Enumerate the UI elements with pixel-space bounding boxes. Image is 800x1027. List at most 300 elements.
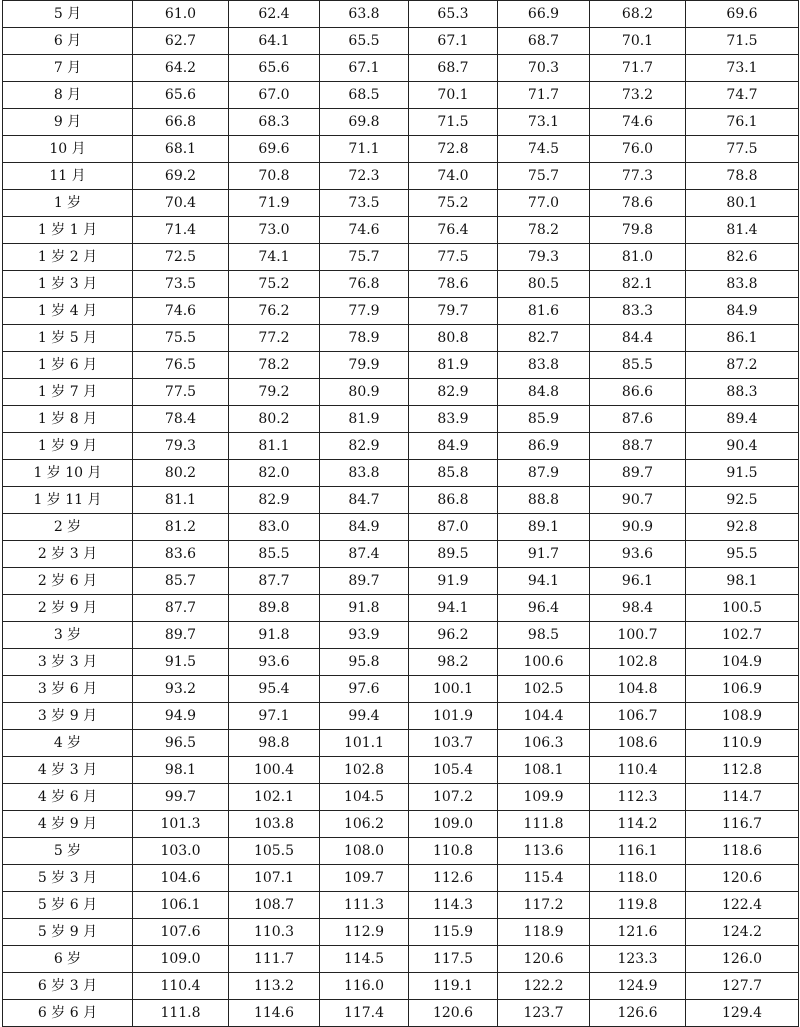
table-row	[3, 892, 799, 919]
value-cell: 86.8	[409, 487, 498, 514]
value-cell: 84.9	[409, 433, 498, 460]
value-cell: 129.4	[686, 1000, 799, 1027]
value-cell: 81.9	[320, 406, 409, 433]
value-cell: 112.6	[409, 865, 498, 892]
value-cell: 76.0	[590, 136, 686, 163]
table-row	[3, 190, 799, 217]
value-cell: 100.4	[229, 757, 320, 784]
value-cell: 106.2	[320, 811, 409, 838]
value-cell: 118.0	[590, 865, 686, 892]
value-cell: 104.8	[590, 676, 686, 703]
value-cell: 65.5	[320, 28, 409, 55]
value-cell: 67.1	[409, 28, 498, 55]
age-cell: 5 岁 3 月	[3, 865, 133, 892]
value-cell: 114.5	[320, 946, 409, 973]
value-cell: 98.2	[409, 649, 498, 676]
value-cell: 78.6	[409, 271, 498, 298]
value-cell: 64.1	[229, 28, 320, 55]
value-cell: 71.5	[686, 28, 799, 55]
value-cell: 83.3	[590, 298, 686, 325]
value-cell: 95.4	[229, 676, 320, 703]
value-cell: 70.8	[229, 163, 320, 190]
value-cell: 67.1	[320, 55, 409, 82]
value-cell: 93.2	[133, 676, 229, 703]
value-cell: 89.7	[590, 460, 686, 487]
value-cell: 73.5	[133, 271, 229, 298]
value-cell: 91.9	[409, 568, 498, 595]
value-cell: 116.0	[320, 973, 409, 1000]
age-cell: 6 岁 6 月	[3, 1000, 133, 1027]
value-cell: 102.7	[686, 622, 799, 649]
value-cell: 80.2	[133, 460, 229, 487]
value-cell: 117.4	[320, 1000, 409, 1027]
age-cell: 1 岁 1 月	[3, 217, 133, 244]
value-cell: 96.5	[133, 730, 229, 757]
value-cell: 96.2	[409, 622, 498, 649]
table-row	[3, 82, 799, 109]
table-row	[3, 919, 799, 946]
age-cell: 1 岁 10 月	[3, 460, 133, 487]
age-cell: 1 岁 2 月	[3, 244, 133, 271]
value-cell: 99.7	[133, 784, 229, 811]
value-cell: 71.4	[133, 217, 229, 244]
value-cell: 97.6	[320, 676, 409, 703]
value-cell: 77.9	[320, 298, 409, 325]
value-cell: 83.0	[229, 514, 320, 541]
value-cell: 82.6	[686, 244, 799, 271]
age-cell: 1 岁 3 月	[3, 271, 133, 298]
value-cell: 122.2	[498, 973, 590, 1000]
table-row	[3, 325, 799, 352]
value-cell: 100.7	[590, 622, 686, 649]
value-cell: 110.3	[229, 919, 320, 946]
value-cell: 65.6	[229, 55, 320, 82]
table-row	[3, 109, 799, 136]
value-cell: 77.5	[409, 244, 498, 271]
table-row	[3, 28, 799, 55]
value-cell: 82.9	[320, 433, 409, 460]
value-cell: 70.3	[498, 55, 590, 82]
value-cell: 104.9	[686, 649, 799, 676]
value-cell: 94.1	[409, 595, 498, 622]
age-cell: 1 岁 4 月	[3, 298, 133, 325]
value-cell: 78.2	[498, 217, 590, 244]
value-cell: 86.9	[498, 433, 590, 460]
value-cell: 66.9	[498, 1, 590, 28]
table-row	[3, 1, 799, 28]
value-cell: 82.1	[590, 271, 686, 298]
value-cell: 68.5	[320, 82, 409, 109]
value-cell: 80.8	[409, 325, 498, 352]
value-cell: 116.1	[590, 838, 686, 865]
value-cell: 106.7	[590, 703, 686, 730]
value-cell: 64.2	[133, 55, 229, 82]
age-cell: 3 岁 6 月	[3, 676, 133, 703]
value-cell: 107.6	[133, 919, 229, 946]
value-cell: 103.8	[229, 811, 320, 838]
age-cell: 4 岁	[3, 730, 133, 757]
value-cell: 102.8	[320, 757, 409, 784]
value-cell: 82.0	[229, 460, 320, 487]
value-cell: 118.6	[686, 838, 799, 865]
value-cell: 99.4	[320, 703, 409, 730]
table-row	[3, 622, 799, 649]
age-cell: 10 月	[3, 136, 133, 163]
age-cell: 3 岁 3 月	[3, 649, 133, 676]
value-cell: 89.7	[320, 568, 409, 595]
value-cell: 84.8	[498, 379, 590, 406]
value-cell: 111.3	[320, 892, 409, 919]
value-cell: 73.0	[229, 217, 320, 244]
value-cell: 95.8	[320, 649, 409, 676]
value-cell: 95.5	[686, 541, 799, 568]
value-cell: 105.4	[409, 757, 498, 784]
value-cell: 115.4	[498, 865, 590, 892]
value-cell: 76.8	[320, 271, 409, 298]
age-cell: 2 岁	[3, 514, 133, 541]
value-cell: 87.9	[498, 460, 590, 487]
table-row	[3, 946, 799, 973]
value-cell: 112.8	[686, 757, 799, 784]
value-cell: 83.8	[686, 271, 799, 298]
value-cell: 79.8	[590, 217, 686, 244]
value-cell: 69.8	[320, 109, 409, 136]
value-cell: 69.6	[686, 1, 799, 28]
value-cell: 85.8	[409, 460, 498, 487]
value-cell: 84.4	[590, 325, 686, 352]
table-row	[3, 514, 799, 541]
value-cell: 82.7	[498, 325, 590, 352]
value-cell: 108.0	[320, 838, 409, 865]
value-cell: 100.1	[409, 676, 498, 703]
value-cell: 69.2	[133, 163, 229, 190]
value-cell: 89.8	[229, 595, 320, 622]
age-cell: 5 岁 6 月	[3, 892, 133, 919]
age-cell: 5 岁 9 月	[3, 919, 133, 946]
table-row	[3, 865, 799, 892]
value-cell: 74.6	[320, 217, 409, 244]
table-row	[3, 649, 799, 676]
value-cell: 65.3	[409, 1, 498, 28]
value-cell: 111.8	[498, 811, 590, 838]
table-row	[3, 433, 799, 460]
value-cell: 79.7	[409, 298, 498, 325]
value-cell: 77.5	[133, 379, 229, 406]
value-cell: 70.4	[133, 190, 229, 217]
value-cell: 110.4	[590, 757, 686, 784]
value-cell: 114.3	[409, 892, 498, 919]
age-cell: 4 岁 3 月	[3, 757, 133, 784]
value-cell: 71.1	[320, 136, 409, 163]
value-cell: 98.5	[498, 622, 590, 649]
value-cell: 102.5	[498, 676, 590, 703]
value-cell: 81.1	[229, 433, 320, 460]
value-cell: 92.8	[686, 514, 799, 541]
age-cell: 8 月	[3, 82, 133, 109]
value-cell: 100.6	[498, 649, 590, 676]
value-cell: 120.6	[686, 865, 799, 892]
table-row	[3, 568, 799, 595]
value-cell: 71.7	[590, 55, 686, 82]
table-row	[3, 55, 799, 82]
value-cell: 91.7	[498, 541, 590, 568]
table-row	[3, 757, 799, 784]
value-cell: 126.0	[686, 946, 799, 973]
value-cell: 107.2	[409, 784, 498, 811]
value-cell: 121.6	[590, 919, 686, 946]
value-cell: 114.7	[686, 784, 799, 811]
age-cell: 6 岁 3 月	[3, 973, 133, 1000]
value-cell: 73.1	[686, 55, 799, 82]
table-row	[3, 217, 799, 244]
value-cell: 109.0	[409, 811, 498, 838]
value-cell: 111.7	[229, 946, 320, 973]
value-cell: 110.9	[686, 730, 799, 757]
value-cell: 101.9	[409, 703, 498, 730]
table-row	[3, 1000, 799, 1027]
value-cell: 114.6	[229, 1000, 320, 1027]
value-cell: 78.9	[320, 325, 409, 352]
value-cell: 83.8	[320, 460, 409, 487]
value-cell: 79.9	[320, 352, 409, 379]
value-cell: 91.8	[320, 595, 409, 622]
value-cell: 120.6	[409, 1000, 498, 1027]
value-cell: 107.1	[229, 865, 320, 892]
value-cell: 101.1	[320, 730, 409, 757]
value-cell: 90.7	[590, 487, 686, 514]
value-cell: 74.0	[409, 163, 498, 190]
value-cell: 82.9	[409, 379, 498, 406]
value-cell: 90.4	[686, 433, 799, 460]
value-cell: 79.3	[133, 433, 229, 460]
value-cell: 70.1	[590, 28, 686, 55]
table-row	[3, 163, 799, 190]
value-cell: 66.8	[133, 109, 229, 136]
value-cell: 100.5	[686, 595, 799, 622]
value-cell: 88.3	[686, 379, 799, 406]
value-cell: 81.4	[686, 217, 799, 244]
value-cell: 71.7	[498, 82, 590, 109]
value-cell: 73.5	[320, 190, 409, 217]
value-cell: 126.6	[590, 1000, 686, 1027]
value-cell: 103.7	[409, 730, 498, 757]
value-cell: 117.5	[409, 946, 498, 973]
value-cell: 82.9	[229, 487, 320, 514]
value-cell: 115.9	[409, 919, 498, 946]
value-cell: 108.9	[686, 703, 799, 730]
value-cell: 109.9	[498, 784, 590, 811]
value-cell: 113.6	[498, 838, 590, 865]
value-cell: 69.6	[229, 136, 320, 163]
value-cell: 106.9	[686, 676, 799, 703]
value-cell: 76.1	[686, 109, 799, 136]
value-cell: 112.3	[590, 784, 686, 811]
age-cell: 3 岁	[3, 622, 133, 649]
value-cell: 72.8	[409, 136, 498, 163]
value-cell: 87.2	[686, 352, 799, 379]
table-row	[3, 244, 799, 271]
value-cell: 67.0	[229, 82, 320, 109]
value-cell: 76.5	[133, 352, 229, 379]
age-cell: 1 岁 11 月	[3, 487, 133, 514]
table-body	[3, 1, 799, 1027]
value-cell: 68.7	[409, 55, 498, 82]
value-cell: 111.8	[133, 1000, 229, 1027]
value-cell: 63.8	[320, 1, 409, 28]
value-cell: 74.1	[229, 244, 320, 271]
value-cell: 75.2	[409, 190, 498, 217]
value-cell: 81.0	[590, 244, 686, 271]
value-cell: 84.7	[320, 487, 409, 514]
value-cell: 68.3	[229, 109, 320, 136]
value-cell: 73.2	[590, 82, 686, 109]
table-row	[3, 595, 799, 622]
table-row	[3, 460, 799, 487]
value-cell: 93.6	[229, 649, 320, 676]
value-cell: 110.4	[133, 973, 229, 1000]
age-cell: 6 岁	[3, 946, 133, 973]
value-cell: 106.1	[133, 892, 229, 919]
value-cell: 119.1	[409, 973, 498, 1000]
value-cell: 87.6	[590, 406, 686, 433]
value-cell: 102.1	[229, 784, 320, 811]
value-cell: 103.0	[133, 838, 229, 865]
table-row	[3, 703, 799, 730]
table-row	[3, 541, 799, 568]
value-cell: 123.3	[590, 946, 686, 973]
value-cell: 91.5	[133, 649, 229, 676]
value-cell: 119.8	[590, 892, 686, 919]
age-cell: 1 岁	[3, 190, 133, 217]
value-cell: 106.3	[498, 730, 590, 757]
value-cell: 81.6	[498, 298, 590, 325]
value-cell: 88.7	[590, 433, 686, 460]
value-cell: 68.2	[590, 1, 686, 28]
age-cell: 4 岁 9 月	[3, 811, 133, 838]
value-cell: 85.5	[229, 541, 320, 568]
value-cell: 108.6	[590, 730, 686, 757]
value-cell: 90.9	[590, 514, 686, 541]
value-cell: 85.9	[498, 406, 590, 433]
value-cell: 77.5	[686, 136, 799, 163]
value-cell: 122.4	[686, 892, 799, 919]
value-cell: 78.8	[686, 163, 799, 190]
value-cell: 81.9	[409, 352, 498, 379]
value-cell: 70.1	[409, 82, 498, 109]
value-cell: 124.2	[686, 919, 799, 946]
value-cell: 98.1	[133, 757, 229, 784]
value-cell: 97.1	[229, 703, 320, 730]
value-cell: 88.8	[498, 487, 590, 514]
value-cell: 77.2	[229, 325, 320, 352]
value-cell: 80.5	[498, 271, 590, 298]
value-cell: 114.2	[590, 811, 686, 838]
value-cell: 89.7	[133, 622, 229, 649]
value-cell: 77.0	[498, 190, 590, 217]
value-cell: 120.6	[498, 946, 590, 973]
age-cell: 1 岁 9 月	[3, 433, 133, 460]
value-cell: 62.4	[229, 1, 320, 28]
value-cell: 89.5	[409, 541, 498, 568]
value-cell: 71.5	[409, 109, 498, 136]
table-row	[3, 406, 799, 433]
value-cell: 81.1	[133, 487, 229, 514]
age-cell: 5 岁	[3, 838, 133, 865]
age-cell: 2 岁 3 月	[3, 541, 133, 568]
value-cell: 89.1	[498, 514, 590, 541]
value-cell: 71.9	[229, 190, 320, 217]
table-row	[3, 487, 799, 514]
value-cell: 65.6	[133, 82, 229, 109]
value-cell: 112.9	[320, 919, 409, 946]
value-cell: 127.7	[686, 973, 799, 1000]
value-cell: 75.7	[320, 244, 409, 271]
value-cell: 83.9	[409, 406, 498, 433]
table-row	[3, 811, 799, 838]
age-cell: 11 月	[3, 163, 133, 190]
value-cell: 94.1	[498, 568, 590, 595]
value-cell: 108.1	[498, 757, 590, 784]
value-cell: 91.5	[686, 460, 799, 487]
value-cell: 79.3	[498, 244, 590, 271]
value-cell: 85.5	[590, 352, 686, 379]
age-cell: 2 岁 9 月	[3, 595, 133, 622]
value-cell: 87.4	[320, 541, 409, 568]
value-cell: 80.9	[320, 379, 409, 406]
table-row	[3, 730, 799, 757]
value-cell: 84.9	[686, 298, 799, 325]
value-cell: 104.4	[498, 703, 590, 730]
value-cell: 116.7	[686, 811, 799, 838]
value-cell: 108.7	[229, 892, 320, 919]
age-cell: 1 岁 5 月	[3, 325, 133, 352]
value-cell: 72.3	[320, 163, 409, 190]
table-row	[3, 271, 799, 298]
value-cell: 75.2	[229, 271, 320, 298]
value-cell: 74.6	[133, 298, 229, 325]
value-cell: 78.2	[229, 352, 320, 379]
value-cell: 113.2	[229, 973, 320, 1000]
value-cell: 98.8	[229, 730, 320, 757]
table-row	[3, 136, 799, 163]
value-cell: 78.4	[133, 406, 229, 433]
value-cell: 118.9	[498, 919, 590, 946]
value-cell: 76.4	[409, 217, 498, 244]
value-cell: 87.7	[133, 595, 229, 622]
value-cell: 98.4	[590, 595, 686, 622]
value-cell: 105.5	[229, 838, 320, 865]
value-cell: 75.5	[133, 325, 229, 352]
age-cell: 5 月	[3, 1, 133, 28]
value-cell: 89.4	[686, 406, 799, 433]
table-row	[3, 973, 799, 1000]
value-cell: 85.7	[133, 568, 229, 595]
value-cell: 81.2	[133, 514, 229, 541]
value-cell: 123.7	[498, 1000, 590, 1027]
age-cell: 4 岁 6 月	[3, 784, 133, 811]
value-cell: 86.6	[590, 379, 686, 406]
value-cell: 117.2	[498, 892, 590, 919]
value-cell: 104.5	[320, 784, 409, 811]
value-cell: 124.9	[590, 973, 686, 1000]
value-cell: 104.6	[133, 865, 229, 892]
value-cell: 73.1	[498, 109, 590, 136]
value-cell: 86.1	[686, 325, 799, 352]
table-row	[3, 838, 799, 865]
age-cell: 7 月	[3, 55, 133, 82]
value-cell: 102.8	[590, 649, 686, 676]
value-cell: 78.6	[590, 190, 686, 217]
